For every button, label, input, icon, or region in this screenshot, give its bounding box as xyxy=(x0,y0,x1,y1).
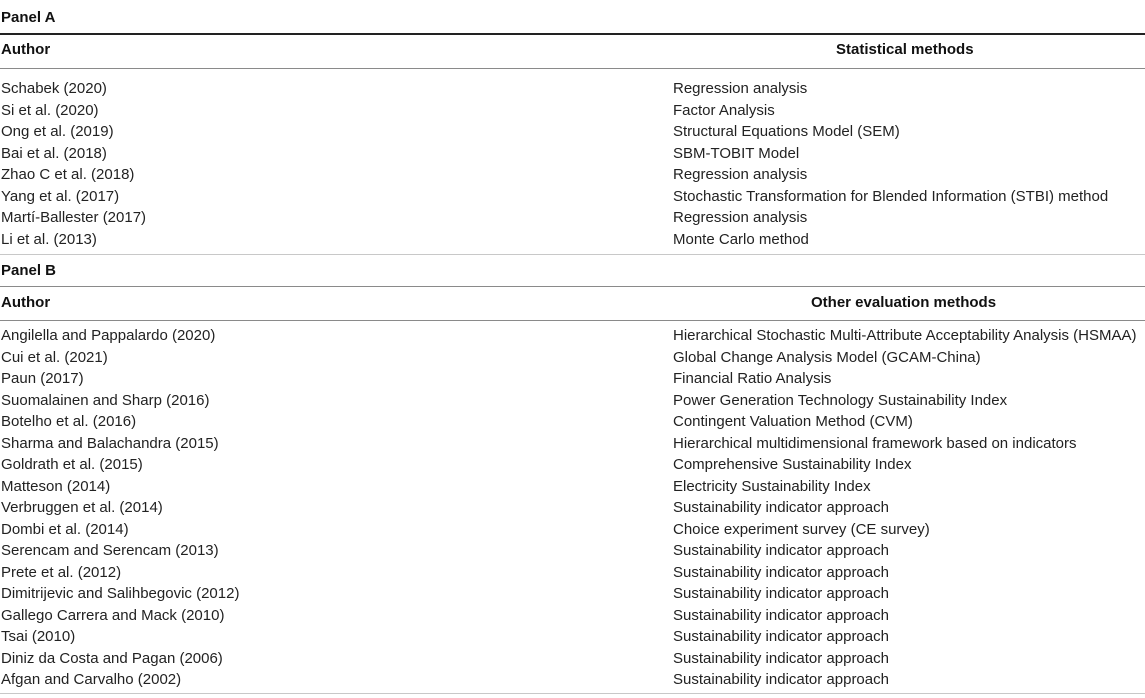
method-cell: Sustainability indicator approach xyxy=(673,563,889,581)
panel-b-header-method: Other evaluation methods xyxy=(811,294,997,311)
method-cell: Financial Ratio Analysis xyxy=(673,370,832,387)
method-cell: Comprehensive Sustainability Index xyxy=(673,456,912,473)
table-row xyxy=(0,669,1145,691)
method-cell: Sustainability indicator approach xyxy=(673,499,889,516)
author-cell: Gallego Carrera and Mack (2010) xyxy=(1,606,225,624)
method-cell: Sustainability indicator approach xyxy=(673,606,889,624)
author-cell: Verbruggen et al. (2014) xyxy=(1,499,163,516)
method-cell: Sustainability indicator approach xyxy=(673,542,889,559)
author-cell: Serencam and Serencam (2013) xyxy=(1,542,219,559)
panel-b-header-author: Author xyxy=(1,294,51,311)
table-row xyxy=(0,497,1145,519)
author-cell: Suomalainen and Sharp (2016) xyxy=(1,391,210,409)
method-cell: Global Change Analysis Model (GCAM-China) xyxy=(673,348,981,366)
author-cell: Cui et al. (2021) xyxy=(1,348,108,366)
table-row xyxy=(0,100,1145,122)
method-cell: Sustainability indicator approach xyxy=(673,585,889,602)
method-cell: Power Generation Technology Sustainability Index xyxy=(673,391,1008,409)
table-row xyxy=(0,605,1145,627)
table-row xyxy=(0,121,1145,143)
table-row xyxy=(0,540,1145,562)
table-row xyxy=(0,454,1145,476)
method-cell: Structural Equations Model (SEM) xyxy=(673,123,900,140)
author-cell: Li et al. (2013) xyxy=(1,230,97,248)
panel-a-title: Panel A xyxy=(1,9,56,26)
table-row xyxy=(0,325,1145,347)
table-row xyxy=(0,562,1145,584)
table-row xyxy=(0,368,1145,390)
author-cell: Diniz da Costa and Pagan (2006) xyxy=(1,649,223,667)
method-cell: Sustainability indicator approach xyxy=(673,649,889,667)
table-row xyxy=(0,78,1145,100)
panel-b-title: Panel B xyxy=(1,262,57,279)
method-cell: SBM-TOBIT Model xyxy=(673,144,800,162)
panel-b-top-separator xyxy=(0,254,1145,255)
table-row xyxy=(0,207,1145,229)
panel-b-top-rule xyxy=(0,286,1145,287)
author-cell: Afgan and Carvalho (2002) xyxy=(1,671,182,688)
author-cell: Martí-Ballester (2017) xyxy=(1,209,147,226)
method-cell: Electricity Sustainability Index xyxy=(673,477,871,495)
method-cell: Sustainability indicator approach xyxy=(673,628,889,645)
panel-b-table-body xyxy=(0,325,1145,691)
table-row xyxy=(0,626,1145,648)
author-cell: Sharma and Balachandra (2015) xyxy=(1,434,219,452)
panel-b-bottom-rule xyxy=(0,693,1145,694)
author-cell: Zhao C et al. (2018) xyxy=(1,166,135,183)
method-cell: Regression analysis xyxy=(673,209,808,226)
method-cell: Hierarchical multidimensional framework based on indicators xyxy=(673,434,1077,452)
panel-a-table-body xyxy=(0,78,1145,250)
author-cell: Goldrath et al. (2015) xyxy=(1,456,143,473)
method-cell: Regression analysis xyxy=(673,80,808,97)
author-cell: Angilella and Pappalardo (2020) xyxy=(1,327,216,344)
method-cell: Contingent Valuation Method (CVM) xyxy=(673,413,913,430)
table-row xyxy=(0,433,1145,455)
method-cell: Stochastic Transformation for Blended Information (STBI) method xyxy=(673,187,1109,205)
panel-b-header-rule xyxy=(0,320,1145,321)
table-row xyxy=(0,347,1145,369)
author-cell: Paun (2017) xyxy=(1,370,84,387)
table-row xyxy=(0,519,1145,541)
table-row xyxy=(0,411,1145,433)
method-cell: Choice experiment survey (CE survey) xyxy=(673,520,930,538)
author-cell: Tsai (2010) xyxy=(1,628,76,645)
table-row xyxy=(0,164,1145,186)
panel-a-header-method: Statistical methods xyxy=(836,41,974,58)
author-cell: Bai et al. (2018) xyxy=(1,144,107,162)
method-cell: Hierarchical Stochastic Multi-Attribute Acceptability Analysis (HSMAA) xyxy=(673,327,1137,344)
panel-a-header-rule xyxy=(0,68,1145,69)
author-cell: Dimitrijevic and Salihbegovic (2012) xyxy=(1,585,240,602)
table-row xyxy=(0,186,1145,208)
author-cell: Matteson (2014) xyxy=(1,477,111,495)
author-cell: Schabek (2020) xyxy=(1,80,107,97)
author-cell: Si et al. (2020) xyxy=(1,101,99,119)
table-row xyxy=(0,648,1145,670)
table-row xyxy=(0,476,1145,498)
method-cell: Sustainability indicator approach xyxy=(673,671,889,688)
table-row xyxy=(0,143,1145,165)
method-cell: Monte Carlo method xyxy=(673,230,809,248)
panel-a-top-rule xyxy=(0,33,1145,35)
table-row xyxy=(0,390,1145,412)
table-row xyxy=(0,583,1145,605)
author-cell: Dombi et al. (2014) xyxy=(1,520,129,538)
method-cell: Regression analysis xyxy=(673,166,808,183)
author-cell: Yang et al. (2017) xyxy=(1,187,120,205)
panel-a-header-author: Author xyxy=(1,41,51,58)
author-cell: Prete et al. (2012) xyxy=(1,563,122,581)
table-row xyxy=(0,229,1145,251)
author-cell: Botelho et al. (2016) xyxy=(1,413,137,430)
method-cell: Factor Analysis xyxy=(673,101,775,119)
author-cell: Ong et al. (2019) xyxy=(1,123,114,140)
